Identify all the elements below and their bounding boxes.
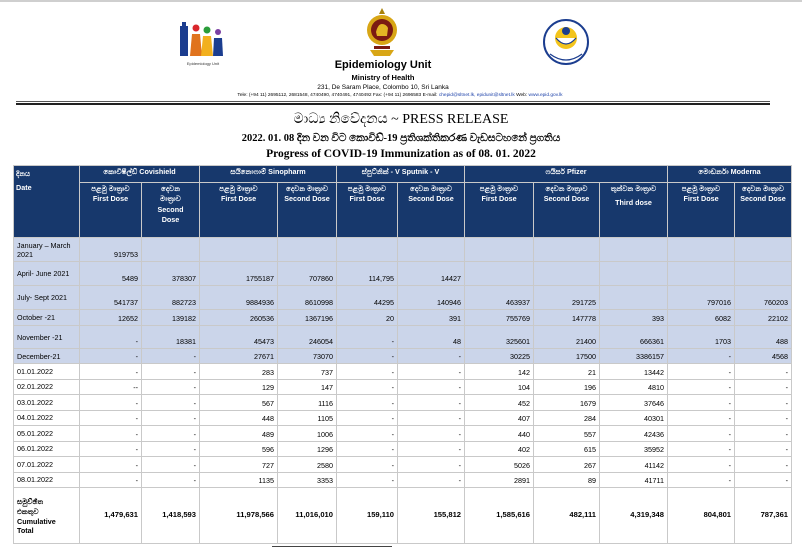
pfizer-second-dose-header bbox=[534, 183, 600, 238]
cell-pf1: 5026 bbox=[465, 457, 534, 473]
cell-sp2: 707860 bbox=[278, 262, 337, 286]
cell-md1: - bbox=[668, 364, 735, 380]
cell-md2: 760203 bbox=[735, 286, 792, 310]
pfizer-first-dose-header bbox=[465, 183, 534, 238]
table-row bbox=[14, 364, 792, 380]
cell-cs1: - bbox=[80, 441, 142, 457]
cell-cs1: - bbox=[80, 395, 142, 411]
cell-sp2: 3353 bbox=[278, 472, 337, 488]
contact-web-link[interactable]: www.epid.gov.lk bbox=[528, 93, 563, 98]
cell-pf1: 104 bbox=[465, 379, 534, 395]
cell-sv1: 20 bbox=[337, 310, 398, 326]
total-section bbox=[14, 488, 792, 544]
cell-cs1: 919753 bbox=[80, 238, 142, 262]
cell-md1: - bbox=[668, 395, 735, 411]
moderna-group-header: මොඩර්නා Moderna bbox=[668, 166, 792, 183]
cell-cs2: - bbox=[142, 395, 200, 411]
total-label-si-2: එකතුව bbox=[17, 506, 39, 516]
cell-cs2: 882723 bbox=[142, 286, 200, 310]
third-dose-en: Third dose bbox=[615, 198, 652, 208]
cell-cs1: -- bbox=[80, 379, 142, 395]
daily-rows bbox=[14, 364, 792, 488]
cell-sv1: - bbox=[337, 395, 398, 411]
contact-line bbox=[160, 93, 640, 98]
table-row bbox=[14, 457, 792, 473]
table-row bbox=[14, 310, 792, 326]
cell-sv2: - bbox=[398, 379, 465, 395]
covishield-second-dose-header bbox=[142, 183, 200, 238]
cell-sv2: - bbox=[398, 441, 465, 457]
first-dose-en: First Dose bbox=[92, 194, 129, 204]
cell-sv1: - bbox=[337, 349, 398, 364]
covishield-group-header: කොවිෂීල්ඩ් Covishield bbox=[80, 166, 200, 183]
cell-cs2: - bbox=[142, 364, 200, 380]
cell-pf1 bbox=[465, 238, 534, 262]
cell-pf3 bbox=[600, 286, 668, 310]
sinhala-subtitle: 2022. 01. 08 දින වන විට කොවිඩ්-19 ප්‍රතිශක්තිකරණ වැඩසටහනේ ප්‍රගතිය bbox=[241, 133, 561, 144]
row-date-label: October -21 bbox=[14, 310, 80, 326]
date-header-si: දිනය bbox=[16, 169, 31, 178]
sputnik-second-dose-header bbox=[398, 183, 465, 238]
cell-pf2 bbox=[534, 238, 600, 262]
sputnik-group-header: ස්පුට්නික් - V Sputnik - V bbox=[337, 166, 465, 183]
pfizer-group-header: ෆයිසර් Pfizer bbox=[465, 166, 668, 183]
header-divider-thick bbox=[16, 103, 770, 105]
cell-md2: - bbox=[735, 395, 792, 411]
cell-sp2: 147 bbox=[278, 379, 337, 395]
cell-pf2: 89 bbox=[534, 472, 600, 488]
ministry-name: Ministry of Health bbox=[351, 73, 415, 82]
cell-sp1: 1135 bbox=[200, 472, 278, 488]
cell-pf1: 30225 bbox=[465, 349, 534, 364]
table-row bbox=[14, 472, 792, 488]
cell-pf3: 41142 bbox=[600, 457, 668, 473]
sinopharm-first-dose-header bbox=[200, 183, 278, 238]
cell-cs1: - bbox=[80, 472, 142, 488]
total-moderna-second: 787,361 bbox=[735, 488, 792, 544]
cell-pf2 bbox=[534, 262, 600, 286]
cell-pf2: 17500 bbox=[534, 349, 600, 364]
row-date-label: 02.01.2022 bbox=[14, 379, 80, 395]
period-rows bbox=[14, 238, 792, 364]
cell-pf1: 407 bbox=[465, 410, 534, 426]
cell-pf2: 196 bbox=[534, 379, 600, 395]
total-covishield-first: 1,479,631 bbox=[80, 488, 142, 544]
first-dose-en: First Dose bbox=[683, 194, 719, 204]
cell-md1 bbox=[668, 238, 735, 262]
contact-phone: Tele: (+94 11) 2695112, 2681548, 4740490, 4740491, 4740492 bbox=[237, 93, 372, 98]
cell-sv2: 48 bbox=[398, 326, 465, 349]
cell-cs2: - bbox=[142, 457, 200, 473]
cell-sv2: - bbox=[398, 410, 465, 426]
cell-sp1: 1755187 bbox=[200, 262, 278, 286]
cell-cs2: - bbox=[142, 426, 200, 442]
cell-pf2: 267 bbox=[534, 457, 600, 473]
row-date-label: 01.01.2022 bbox=[14, 364, 80, 380]
cell-sv1: - bbox=[337, 410, 398, 426]
cell-sp2: 1367196 bbox=[278, 310, 337, 326]
total-label-en-1: Cumulative bbox=[17, 516, 56, 526]
first-dose-en: First Dose bbox=[481, 194, 517, 204]
cell-cs1: - bbox=[80, 457, 142, 473]
total-sinopharm-first: 11,978,566 bbox=[200, 488, 278, 544]
cell-pf1: 325601 bbox=[465, 326, 534, 349]
header-divider-thin bbox=[16, 101, 770, 102]
cell-cs1: - bbox=[80, 326, 142, 349]
cell-md2: - bbox=[735, 364, 792, 380]
cell-md2: 22102 bbox=[735, 310, 792, 326]
cumulative-total-row bbox=[14, 488, 792, 544]
first-dose-si: පළමු මාත්‍රාව bbox=[91, 184, 130, 193]
cell-md2: - bbox=[735, 410, 792, 426]
cell-md2: - bbox=[735, 457, 792, 473]
second-dose-si-a: දෙවන bbox=[160, 184, 181, 193]
cell-sv2: - bbox=[398, 364, 465, 380]
first-dose-si: පළමු මාත්‍රාව bbox=[347, 184, 387, 193]
table-row bbox=[14, 426, 792, 442]
cell-pf1: 2891 bbox=[465, 472, 534, 488]
row-date-label: July- Sept 2021 bbox=[14, 286, 80, 310]
cell-md2 bbox=[735, 262, 792, 286]
cell-sp2: 2580 bbox=[278, 457, 337, 473]
sinopharm-second-dose-header bbox=[278, 183, 337, 238]
contact-email-link[interactable]: chepid@sltnet.lk, epidunit@sltnet.lk bbox=[438, 93, 515, 98]
cell-md2: - bbox=[735, 441, 792, 457]
cell-pf3: 4810 bbox=[600, 379, 668, 395]
total-label bbox=[14, 488, 80, 544]
second-dose-en: Second Dose bbox=[543, 194, 590, 204]
cell-md1: - bbox=[668, 349, 735, 364]
cell-sp2: 737 bbox=[278, 364, 337, 380]
first-dose-en: First Dose bbox=[220, 194, 257, 204]
second-dose-si: දෙවන මාත්‍රාව bbox=[286, 184, 329, 193]
cell-md1: - bbox=[668, 379, 735, 395]
cell-cs2: 18381 bbox=[142, 326, 200, 349]
cell-pf2: 21400 bbox=[534, 326, 600, 349]
cell-cs1: - bbox=[80, 426, 142, 442]
row-date-label: 08.01.2022 bbox=[14, 472, 80, 488]
first-dose-si: පළමු මාත්‍රාව bbox=[219, 184, 258, 193]
cell-md1: 797016 bbox=[668, 286, 735, 310]
cell-md2 bbox=[735, 238, 792, 262]
cell-pf2: 1679 bbox=[534, 395, 600, 411]
cell-sp1: 489 bbox=[200, 426, 278, 442]
row-date-label: 06.01.2022 bbox=[14, 441, 80, 457]
cell-sv1: - bbox=[337, 364, 398, 380]
first-dose-si: පළමු මාත්‍රාව bbox=[681, 184, 721, 193]
cell-sp1: 27671 bbox=[200, 349, 278, 364]
cell-md1: 6082 bbox=[668, 310, 735, 326]
cell-sv1: 114,795 bbox=[337, 262, 398, 286]
first-dose-si: පළමු මාත්‍රාව bbox=[479, 184, 519, 193]
sinopharm-group-header: සයිනොෆාම් Sinopharm bbox=[200, 166, 337, 183]
cell-cs1: 12652 bbox=[80, 310, 142, 326]
row-date-label: 04.01.2022 bbox=[14, 410, 80, 426]
total-sinopharm-second: 11,016,010 bbox=[278, 488, 337, 544]
cell-pf3: 35952 bbox=[600, 441, 668, 457]
cell-md2: - bbox=[735, 379, 792, 395]
cell-sp2: 8610998 bbox=[278, 286, 337, 310]
cell-sp1: 45473 bbox=[200, 326, 278, 349]
moderna-first-dose-header bbox=[668, 183, 735, 238]
cell-sp2: 73070 bbox=[278, 349, 337, 364]
cell-md1: - bbox=[668, 426, 735, 442]
cell-pf1: 402 bbox=[465, 441, 534, 457]
cell-md1: - bbox=[668, 410, 735, 426]
contact-fax: Fax: (+94 11) 2696583 bbox=[372, 93, 422, 98]
cell-md1: 1703 bbox=[668, 326, 735, 349]
cell-pf3: 13442 bbox=[600, 364, 668, 380]
cell-cs1: - bbox=[80, 364, 142, 380]
cell-sp1: 727 bbox=[200, 457, 278, 473]
cell-sp1: 596 bbox=[200, 441, 278, 457]
cell-sp1: 9884936 bbox=[200, 286, 278, 310]
cell-pf1: 452 bbox=[465, 395, 534, 411]
cell-sp2: 246054 bbox=[278, 326, 337, 349]
second-dose-en: Second Dose bbox=[284, 194, 330, 204]
cell-sv2: - bbox=[398, 349, 465, 364]
cell-sv1: - bbox=[337, 326, 398, 349]
cell-pf1: 142 bbox=[465, 364, 534, 380]
cell-cs2: - bbox=[142, 441, 200, 457]
cell-sv2: - bbox=[398, 457, 465, 473]
cell-pf3: 41711 bbox=[600, 472, 668, 488]
table-row bbox=[14, 395, 792, 411]
row-date-label: November -21 bbox=[14, 326, 80, 349]
cell-sp1 bbox=[200, 238, 278, 262]
cell-pf2: 291725 bbox=[534, 286, 600, 310]
cell-sv1: - bbox=[337, 379, 398, 395]
cell-pf3: 666361 bbox=[600, 326, 668, 349]
address: 231, De Saram Place, Colombo 10, Sri Lanka bbox=[317, 84, 449, 91]
letterhead bbox=[0, 0, 802, 102]
row-date-label: 07.01.2022 bbox=[14, 457, 80, 473]
english-subtitle: Progress of COVID-19 Immunization as of 08. 01. 2022 bbox=[266, 148, 536, 160]
total-moderna-first: 804,801 bbox=[668, 488, 735, 544]
cell-sp2 bbox=[278, 238, 337, 262]
cell-sv2: - bbox=[398, 472, 465, 488]
cell-sp2: 1105 bbox=[278, 410, 337, 426]
cell-cs2: 139182 bbox=[142, 310, 200, 326]
cell-sp2: 1116 bbox=[278, 395, 337, 411]
table-row bbox=[14, 326, 792, 349]
total-sputnik-first: 159,110 bbox=[337, 488, 398, 544]
cell-sp1: 448 bbox=[200, 410, 278, 426]
immunization-programme-logo bbox=[540, 16, 592, 68]
sri-lanka-emblem-icon bbox=[362, 6, 402, 58]
first-dose-en: First Dose bbox=[349, 194, 385, 204]
row-date-label: January – March 2021 bbox=[14, 238, 80, 262]
date-header-en: Date bbox=[16, 182, 32, 192]
cell-sv2: - bbox=[398, 395, 465, 411]
moderna-second-dose-header bbox=[735, 183, 792, 238]
cell-sv2: 14427 bbox=[398, 262, 465, 286]
table-row bbox=[14, 349, 792, 364]
cell-cs1: 541737 bbox=[80, 286, 142, 310]
cell-sv1: - bbox=[337, 457, 398, 473]
row-date-label: April- June 2021 bbox=[14, 262, 80, 286]
cell-sv1: 44295 bbox=[337, 286, 398, 310]
second-dose-en-b: Dose bbox=[161, 215, 180, 225]
cell-cs2: 378307 bbox=[142, 262, 200, 286]
covishield-first-dose-header bbox=[80, 183, 142, 238]
cell-pf3 bbox=[600, 262, 668, 286]
table-row bbox=[14, 286, 792, 310]
cell-cs1: - bbox=[80, 410, 142, 426]
table-row bbox=[14, 238, 792, 262]
table-row bbox=[14, 441, 792, 457]
table-row bbox=[14, 262, 792, 286]
cell-md2: - bbox=[735, 426, 792, 442]
cell-pf3: 40301 bbox=[600, 410, 668, 426]
cell-pf2: 615 bbox=[534, 441, 600, 457]
table-row bbox=[14, 379, 792, 395]
total-pfizer-first: 1,585,616 bbox=[465, 488, 534, 544]
date-column-header bbox=[14, 166, 80, 238]
cell-cs2 bbox=[142, 238, 200, 262]
cell-pf2: 557 bbox=[534, 426, 600, 442]
total-covishield-second: 1,418,593 bbox=[142, 488, 200, 544]
table-row bbox=[14, 410, 792, 426]
cell-pf1: 463937 bbox=[465, 286, 534, 310]
cell-md1 bbox=[668, 262, 735, 286]
cell-sv2: 140946 bbox=[398, 286, 465, 310]
cell-sv1: - bbox=[337, 472, 398, 488]
cell-pf3 bbox=[600, 238, 668, 262]
total-label-en-2: Total bbox=[17, 525, 34, 535]
cell-md2: 4568 bbox=[735, 349, 792, 364]
cell-pf3: 37646 bbox=[600, 395, 668, 411]
cell-pf2: 284 bbox=[534, 410, 600, 426]
cell-pf3: 42436 bbox=[600, 426, 668, 442]
total-sputnik-second: 155,812 bbox=[398, 488, 465, 544]
cell-cs2: - bbox=[142, 472, 200, 488]
cell-pf1: 440 bbox=[465, 426, 534, 442]
press-release-title: මාධ්‍ය නිවේදනය ~ PRESS RELEASE bbox=[293, 112, 509, 127]
bottom-rule bbox=[272, 546, 392, 547]
pfizer-third-dose-header bbox=[600, 183, 668, 238]
cell-cs2: - bbox=[142, 349, 200, 364]
cell-pf1: 755769 bbox=[465, 310, 534, 326]
cell-pf2: 21 bbox=[534, 364, 600, 380]
second-dose-si: දෙවන මාත්‍රාව bbox=[545, 184, 588, 193]
cell-cs1: 5489 bbox=[80, 262, 142, 286]
cell-sv1 bbox=[337, 238, 398, 262]
second-dose-si: දෙවන මාත්‍රාව bbox=[410, 184, 453, 193]
cell-md1: - bbox=[668, 457, 735, 473]
immunization-progress-table bbox=[13, 165, 792, 544]
total-label-si-1: සමුච්ඡිත bbox=[17, 496, 44, 506]
row-date-label: 03.01.2022 bbox=[14, 395, 80, 411]
contact-web-label: Web: bbox=[516, 93, 528, 98]
second-dose-en: Second Dose bbox=[740, 194, 786, 204]
cell-sp1: 260536 bbox=[200, 310, 278, 326]
cell-md2: - bbox=[735, 472, 792, 488]
cell-sp2: 1006 bbox=[278, 426, 337, 442]
row-date-label: December-21 bbox=[14, 349, 80, 364]
cell-pf3: 3386157 bbox=[600, 349, 668, 364]
contact-email-label: E-mail: bbox=[422, 93, 438, 98]
cell-sp1: 283 bbox=[200, 364, 278, 380]
cell-md1: - bbox=[668, 441, 735, 457]
cell-pf3: 393 bbox=[600, 310, 668, 326]
cell-pf1 bbox=[465, 262, 534, 286]
cell-sp1: 129 bbox=[200, 379, 278, 395]
row-date-label: 05.01.2022 bbox=[14, 426, 80, 442]
second-dose-si: දෙවන මාත්‍රාව bbox=[742, 184, 785, 193]
cell-sp2: 1296 bbox=[278, 441, 337, 457]
cell-sv1: - bbox=[337, 426, 398, 442]
sputnik-first-dose-header bbox=[337, 183, 398, 238]
third-dose-si: තුන්වන මාත්‍රාව bbox=[610, 184, 657, 193]
total-pfizer-second: 482,111 bbox=[534, 488, 600, 544]
epidemiology-unit-logo-caption: Epidemiology Unit bbox=[186, 61, 220, 66]
second-dose-en-a: Second bbox=[157, 204, 184, 214]
cell-md1: - bbox=[668, 472, 735, 488]
cell-cs2: - bbox=[142, 410, 200, 426]
cell-pf2: 147778 bbox=[534, 310, 600, 326]
total-pfizer-third: 4,319,348 bbox=[600, 488, 668, 544]
second-dose-en: Second Dose bbox=[408, 194, 454, 204]
cell-cs1: - bbox=[80, 349, 142, 364]
cell-sv2: - bbox=[398, 426, 465, 442]
cell-md2: 488 bbox=[735, 326, 792, 349]
cell-sv2: 391 bbox=[398, 310, 465, 326]
cell-sv2 bbox=[398, 238, 465, 262]
second-dose-si-b: මාත්‍රාව bbox=[160, 194, 181, 204]
org-name: Epidemiology Unit bbox=[334, 59, 432, 71]
cell-cs2: - bbox=[142, 379, 200, 395]
cell-sv1: - bbox=[337, 441, 398, 457]
cell-sp1: 567 bbox=[200, 395, 278, 411]
